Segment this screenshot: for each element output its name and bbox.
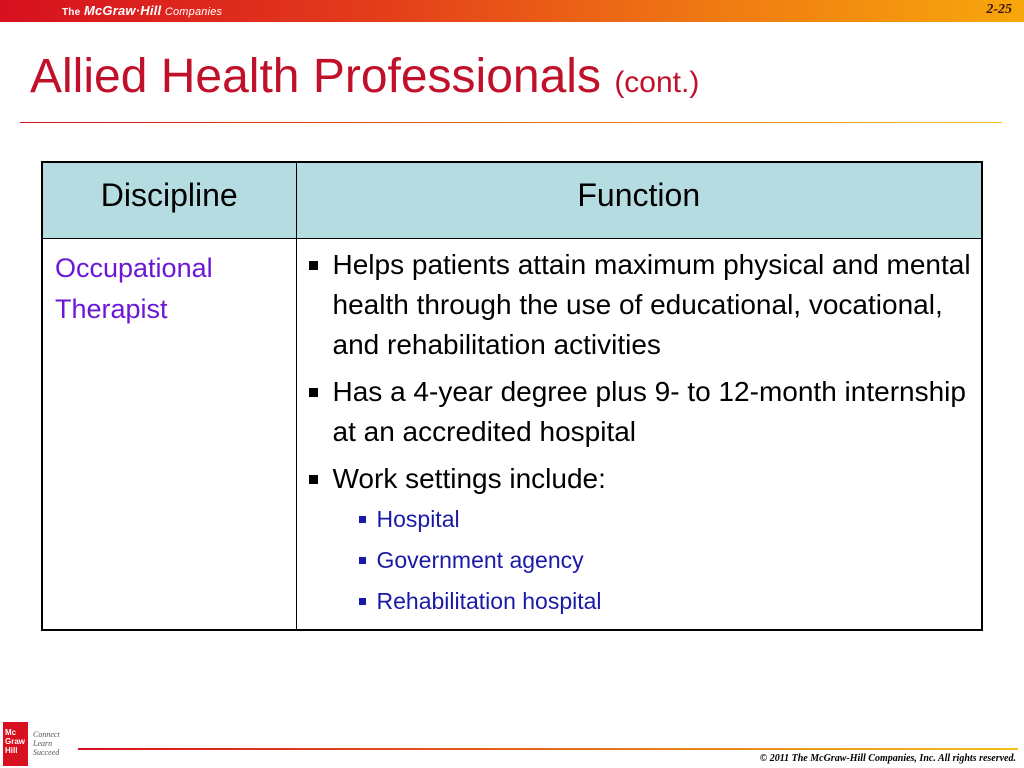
function-bullet-text: Helps patients attain maximum physical and mental health through the use of educational, vocational, and rehabilitation activities xyxy=(332,248,971,360)
header-function: Function xyxy=(296,162,982,238)
brand-name: McGraw·Hill xyxy=(83,3,162,18)
discipline-line-1: Occupational xyxy=(55,252,213,283)
logo-tagline xyxy=(33,730,60,757)
discipline-line-2: Therapist xyxy=(55,293,168,324)
slide-title xyxy=(30,48,699,112)
logo-line-1: Mc xyxy=(5,728,17,737)
brand-companies: Companies xyxy=(164,6,223,18)
function-bullet xyxy=(309,459,974,622)
professions-table xyxy=(41,161,983,631)
title-divider xyxy=(20,122,1002,123)
work-setting-item xyxy=(359,499,974,540)
discipline-cell xyxy=(42,238,296,630)
square-bullet-icon xyxy=(359,516,366,523)
copyright-notice: © 2011 The McGraw-Hill Companies, Inc. All rights reserved. xyxy=(759,753,1016,764)
function-bullet-text: Has a 4-year degree plus 9- to 12-month internship at an accredited hospital xyxy=(332,375,966,447)
header-discipline: Discipline xyxy=(42,162,296,238)
function-bullet xyxy=(309,372,974,452)
table-header-row xyxy=(42,162,982,238)
square-bullet-icon xyxy=(359,557,366,564)
work-setting-item xyxy=(359,540,974,581)
top-brand-bar xyxy=(0,0,1024,22)
mcgraw-hill-logo xyxy=(3,722,28,766)
square-bullet-icon xyxy=(309,261,318,270)
footer-divider xyxy=(78,748,1018,750)
tagline-line-3: Succeed xyxy=(33,748,60,757)
tagline-line-1: Connect xyxy=(33,730,60,739)
function-bullet xyxy=(309,245,974,365)
square-bullet-icon xyxy=(309,475,318,484)
slide-number: 2-25 xyxy=(986,2,1012,17)
work-settings-list xyxy=(333,499,974,622)
brand-the: The xyxy=(62,7,81,18)
work-setting-item xyxy=(359,581,974,622)
logo-line-3: Hill xyxy=(5,746,18,755)
square-bullet-icon xyxy=(309,388,318,397)
brand-wordmark xyxy=(62,3,222,18)
function-cell xyxy=(296,238,982,630)
logo-line-2: Graw xyxy=(5,737,26,746)
square-bullet-icon xyxy=(359,598,366,605)
slide-title-main: Allied Health Professionals xyxy=(30,50,601,103)
function-bullet-list xyxy=(309,245,974,622)
tagline-line-2: Learn xyxy=(33,739,53,748)
table-row xyxy=(42,238,982,630)
function-bullet-text: Work settings include: xyxy=(332,462,606,494)
slide-title-suffix: (cont.) xyxy=(614,66,700,99)
work-setting-text: Hospital xyxy=(376,505,460,532)
work-setting-text: Rehabilitation hospital xyxy=(376,587,602,614)
work-setting-text: Government agency xyxy=(376,546,584,573)
